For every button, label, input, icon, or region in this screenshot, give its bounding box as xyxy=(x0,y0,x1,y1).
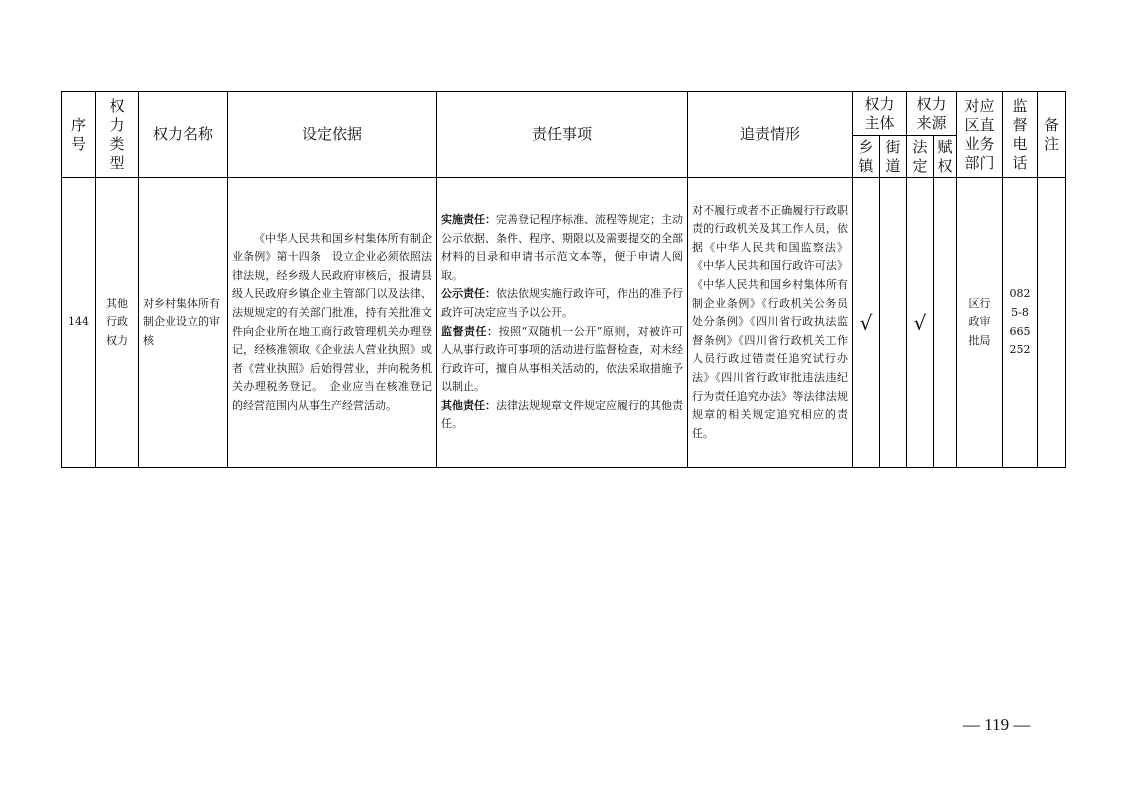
table-row xyxy=(62,178,1066,468)
duty-list xyxy=(441,211,683,434)
row-basis xyxy=(228,178,437,468)
header-subject: 权力 主体 xyxy=(853,92,907,136)
town-check-mark: √ xyxy=(853,178,880,468)
header-subject-town: 乡 镇 xyxy=(853,136,880,178)
duty-label: 公示责任： xyxy=(441,287,496,301)
row-remark xyxy=(1038,178,1066,468)
header-source-grant: 赋 权 xyxy=(934,136,957,178)
row-phone: 082 5-8 665 252 xyxy=(1003,178,1038,468)
header-phone: 监 督 电 话 xyxy=(1003,92,1038,178)
page-number: — 119 — xyxy=(963,715,1031,734)
header-source-law: 法 定 xyxy=(907,136,934,178)
duty-text: 依法依规实施行政许可，作出的准予行政许可决定应当予以公开。 xyxy=(441,287,683,319)
header-seq: 序 号 xyxy=(62,92,96,178)
row-seq: 144 xyxy=(62,178,96,468)
duty-label: 其他责任： xyxy=(441,398,496,412)
accountability-text: 对不履行或者不正确履行行政职责的行政机关及其工作人员，依据《中华人民共和国监察法》《中华人民共和国行政许可法》《中华人民共和国乡村集体所有制企业条例》《行政机关公务员处分条例》《四川省行政执法监督条例》《四川省行政机关工作人员行政过错责任追究试行办法》《四川省行政审批违法违纪行为责任追究办法》等法律法规规章的相关规定追究相应的责任。 xyxy=(692,203,848,440)
header-dept: 对应 区直 业务 部门 xyxy=(957,92,1003,178)
duty-text: 完善登记程序标准、流程等规定；主动公示依据、条件、程序、期限以及需要提交的全部材料的目录和申请书示范文本等，便于申请人阅取。 xyxy=(441,212,683,282)
duty-item xyxy=(441,285,683,322)
header-name: 权力名称 xyxy=(139,92,228,178)
duty-label: 监督责任： xyxy=(441,324,499,338)
duty-label: 实施责任： xyxy=(441,212,496,226)
header-duty: 责任事项 xyxy=(437,92,688,178)
law-check-mark: √ xyxy=(907,178,934,468)
row-basis-text: 《中华人民共和国乡村集体所有制企业条例》第十四条 设立企业必须依照法律法规，经乡级人民政府审核后，报请县级人民政府乡镇企业主管部门以及法律、法规规定的有关部门批准，持有关批准文件向企业所在地工商行政管理机关办理登记，经核准领取《企业法人营业执照》或者《营业执照》后始得营业，并向税务机关办理税务登记。 企业应当在核准登记的经营范围内从事生产经营活动。 xyxy=(232,231,432,412)
header-source: 权力 来源 xyxy=(907,92,957,136)
header-remark: 备 注 xyxy=(1038,92,1066,178)
duty-item xyxy=(441,323,683,397)
duty-text: 按照“双随机一公开”原则，对被许可人从事行政许可事项的活动进行监督检查，对未经行政许可，擅自从事相关活动的，依法采取措施予以制止。 xyxy=(441,324,683,394)
grant-check-mark xyxy=(934,178,957,468)
header-basis: 设定依据 xyxy=(228,92,437,178)
header-accountability: 追责情形 xyxy=(688,92,853,178)
header-type: 权 力 类 型 xyxy=(96,92,139,178)
row-type: 其他 行政 权力 xyxy=(96,178,139,468)
row-accountability xyxy=(688,178,853,468)
duty-item xyxy=(441,211,683,285)
header-row-1 xyxy=(62,92,1066,136)
power-list-table xyxy=(61,91,1066,468)
header-subject-street: 街 道 xyxy=(880,136,907,178)
street-check-mark xyxy=(880,178,907,468)
row-dept: 区行 政审 批局 xyxy=(957,178,1003,468)
row-name: 对乡村集体所有制企业设立的审核 xyxy=(139,178,228,468)
duty-item xyxy=(441,397,683,434)
duty-text: 法律法规规章文件规定应履行的其他责任。 xyxy=(441,398,683,431)
row-duties xyxy=(437,178,688,468)
